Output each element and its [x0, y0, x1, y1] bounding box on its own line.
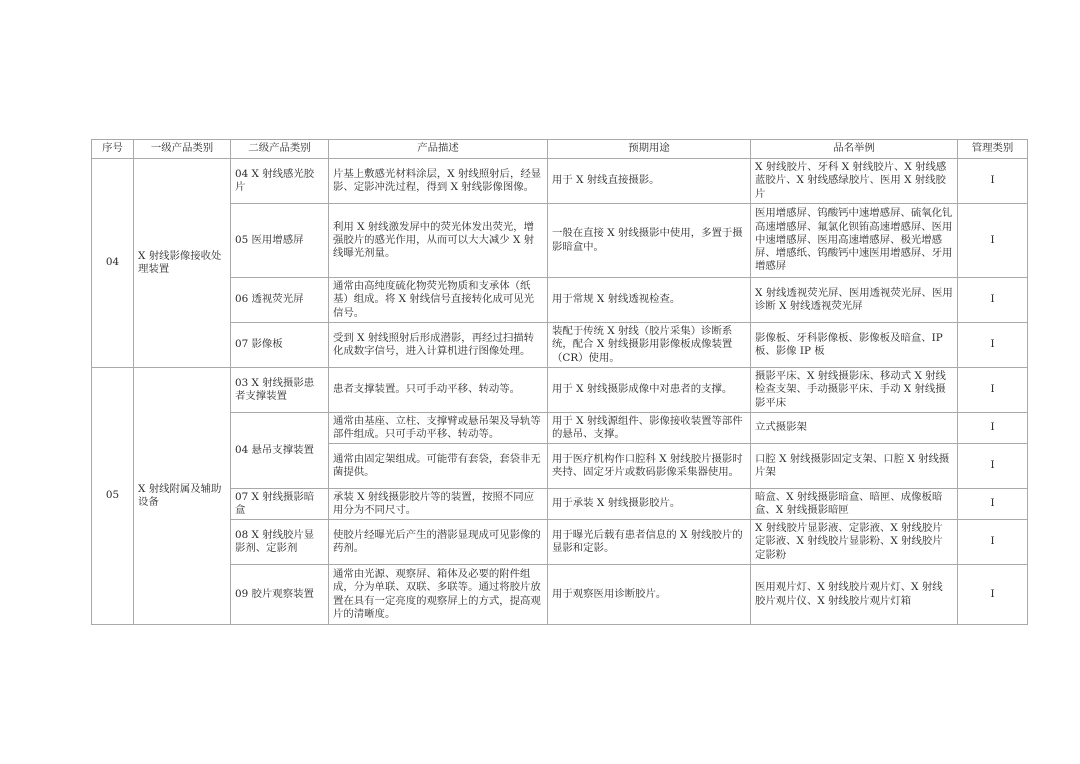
- product-classification-table: [91, 139, 1028, 625]
- product-description: 利用 X 射线激发屏中的荧光体发出荧光，增强胶片的感光作用，从而可以大大减少 X 射线曝光剂量。: [329, 204, 548, 278]
- table-row: [92, 520, 1028, 565]
- product-description: 受到 X 射线照射后形成潜影，再经过扫描转化成数字信号，进入计算机进行图像处理。: [329, 323, 548, 368]
- intended-use: 用于 X 射线直接摄影。: [548, 159, 751, 204]
- product-examples: 暗盒、X 射线摄影暗盒、暗匣、成像板暗盒、X 射线摄影暗匣: [751, 489, 958, 520]
- management-class: I: [958, 159, 1028, 204]
- management-class: I: [958, 489, 1028, 520]
- level2-category: 07 X 射线摄影暗盒: [231, 489, 329, 520]
- level2-category: 03 X 射线摄影患者支撑装置: [231, 368, 329, 413]
- product-description: 承装 X 射线摄影胶片等的装置，按照不同应用分为不同尺寸。: [329, 489, 548, 520]
- group-number: 04: [92, 159, 134, 368]
- management-class: I: [958, 368, 1028, 413]
- management-class: I: [958, 204, 1028, 278]
- level2-category: 09 胶片观察装置: [231, 565, 329, 625]
- management-class: I: [958, 323, 1028, 368]
- header-level2: 二级产品类别: [231, 140, 329, 159]
- product-examples: 立式摄影架: [751, 413, 958, 444]
- level2-category: 04 X 射线感光胶片: [231, 159, 329, 204]
- table-row: [92, 278, 1028, 323]
- header-examples: 品名举例: [751, 140, 958, 159]
- product-description: 患者支撑装置。只可手动平移、转动等。: [329, 368, 548, 413]
- management-class: I: [958, 413, 1028, 444]
- table-row: [92, 323, 1028, 368]
- level1-category: X 射线影像接收处理装置: [134, 159, 231, 368]
- product-examples: 影像板、牙科影像板、影像板及暗盒、IP 板、影像 IP 板: [751, 323, 958, 368]
- level2-category: 04 悬吊支撑装置: [231, 413, 329, 489]
- level2-category: 07 影像板: [231, 323, 329, 368]
- product-examples: X 射线透视荧光屏、医用透视荧光屏、医用诊断 X 射线透视荧光屏: [751, 278, 958, 323]
- product-description: 通常由固定架组成。可能带有套袋，套袋非无菌提供。: [329, 444, 548, 489]
- management-class: I: [958, 444, 1028, 489]
- product-examples: 摄影平床、X 射线摄影床、移动式 X 射线检查支架、手动摄影平床、手动 X 射线摄影平床: [751, 368, 958, 413]
- table-row: [92, 159, 1028, 204]
- level2-category: 08 X 射线胶片显影剂、定影剂: [231, 520, 329, 565]
- management-class: I: [958, 520, 1028, 565]
- product-description: 通常由基座、立柱、支撑臂或悬吊架及导轨等部件组成。只可手动平移、转动等。: [329, 413, 548, 444]
- table-header-row: [92, 140, 1028, 159]
- intended-use: 装配于传统 X 射线（胶片采集）诊断系统，配合 X 射线摄影用影像板成像装置（CR）使用。: [548, 323, 751, 368]
- intended-use: 用于 X 射线源组件、影像接收装置等部件的悬吊、支撑。: [548, 413, 751, 444]
- level1-category: X 射线附属及辅助设备: [134, 368, 231, 625]
- table-row: [92, 413, 1028, 444]
- intended-use: 用于 X 射线摄影成像中对患者的支撑。: [548, 368, 751, 413]
- table-row: [92, 204, 1028, 278]
- header-description: 产品描述: [329, 140, 548, 159]
- header-class: 管理类别: [958, 140, 1028, 159]
- product-examples: 医用增感屏、钨酸钙中速增感屏、硫氧化钆高速增感屏、氟氯化钡铕高速增感屏、医用中速增感屏、医用高速增感屏、极光增感屏、增感纸、钨酸钙中速医用增感屏、牙用增感屏: [751, 204, 958, 278]
- management-class: I: [958, 278, 1028, 323]
- intended-use: 用于医疗机构作口腔科 X 射线胶片摄影时夹持、固定牙片或数码影像采集器使用。: [548, 444, 751, 489]
- header-intended-use: 预期用途: [548, 140, 751, 159]
- intended-use: 用于曝光后载有患者信息的 X 射线胶片的显影和定影。: [548, 520, 751, 565]
- level2-category: 05 医用增感屏: [231, 204, 329, 278]
- group-number: 05: [92, 368, 134, 625]
- intended-use: 用于观察医用诊断胶片。: [548, 565, 751, 625]
- intended-use: 用于常规 X 射线透视检查。: [548, 278, 751, 323]
- table-row: [92, 489, 1028, 520]
- product-examples: X 射线胶片显影液、定影液、X 射线胶片定影液、X 射线胶片显影粉、X 射线胶片定影粉: [751, 520, 958, 565]
- table-row: [92, 565, 1028, 625]
- product-examples: 口腔 X 射线摄影固定支架、口腔 X 射线摄片架: [751, 444, 958, 489]
- product-description: 通常由高纯度硫化物荧光物质和支承体（纸基）组成。将 X 射线信号直接转化成可见光信号。: [329, 278, 548, 323]
- product-description: 使胶片经曝光后产生的潜影显现成可见影像的药剂。: [329, 520, 548, 565]
- product-description: 通常由光源、观察屏、箱体及必要的附件组成，分为单联、双联、多联等。通过将胶片放置在具有一定亮度的观察屏上的方式，提高观片的清晰度。: [329, 565, 548, 625]
- product-description: 片基上敷感光材料涂层，X 射线照射后，经显影、定影冲洗过程，得到 X 射线影像图像。: [329, 159, 548, 204]
- level2-category: 06 透视荧光屏: [231, 278, 329, 323]
- intended-use: 用于承装 X 射线摄影胶片。: [548, 489, 751, 520]
- intended-use: 一般在直接 X 射线摄影中使用，多置于摄影暗盒中。: [548, 204, 751, 278]
- management-class: I: [958, 565, 1028, 625]
- header-level1: 一级产品类别: [134, 140, 231, 159]
- product-examples: 医用观片灯、X 射线胶片观片灯、X 射线胶片观片仪、X 射线胶片观片灯箱: [751, 565, 958, 625]
- header-seq: 序号: [92, 140, 134, 159]
- product-examples: X 射线胶片、牙科 X 射线胶片、X 射线感蓝胶片、X 射线感绿胶片、医用 X 射线胶片: [751, 159, 958, 204]
- table-row: [92, 368, 1028, 413]
